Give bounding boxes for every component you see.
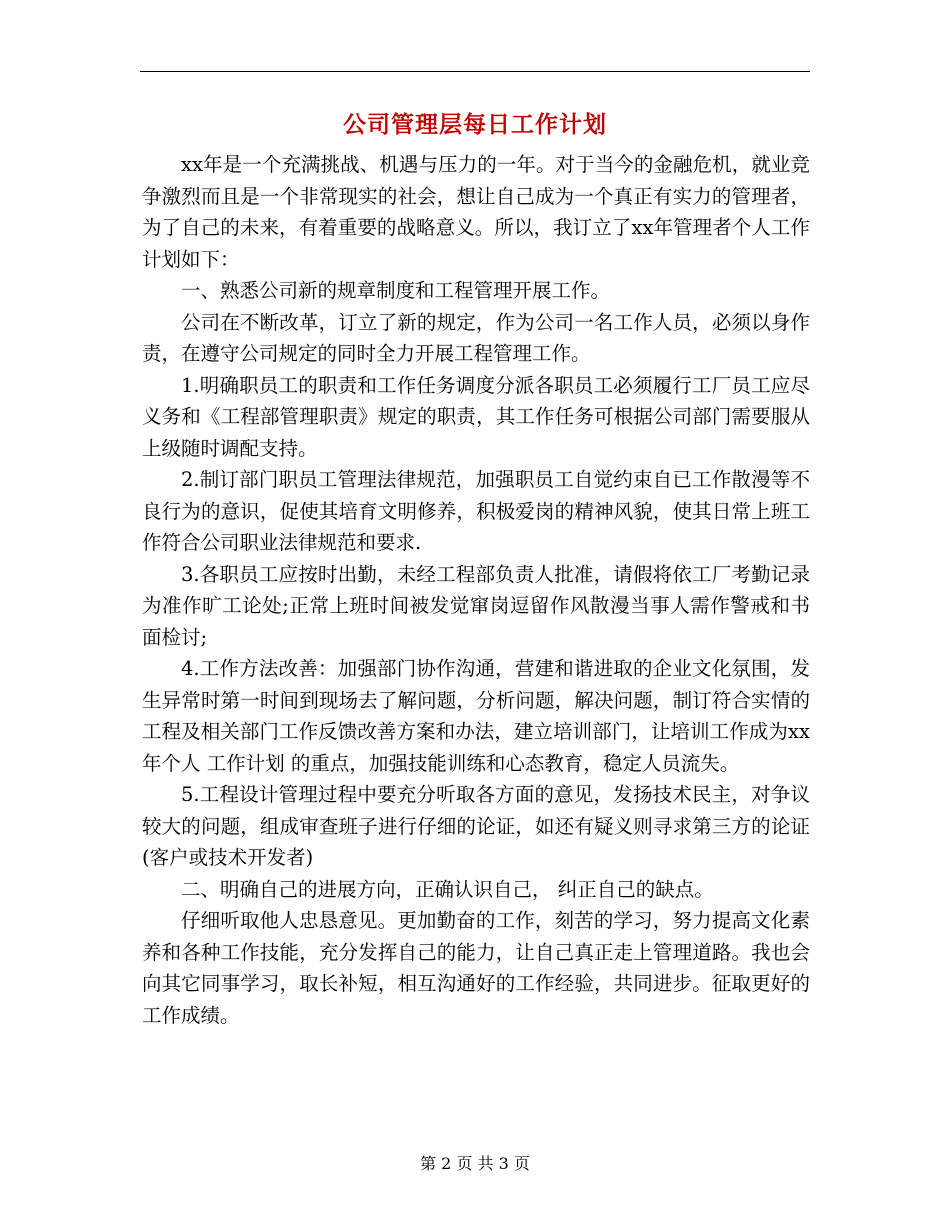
list-item-1: 1.明确职员工的职责和工作任务调度分派各职员工必须履行工厂员工应尽义务和《工程部管理职责》规定的职责，其工作任务可根据公司部门需要服从上级随时调配支持。	[142, 373, 810, 460]
list-item-2: 2.制订部门职员工管理法律规范，加强职员工自觉约束自已工作散漫等不良行为的意识，促使其培育文明修养，积极爱岗的精神风貌，使其日常上班工作符合公司职业法律规范和要求.	[142, 468, 810, 554]
paragraph-section-1: 公司在不断改革，订立了新的规定，作为公司一名工作人员，必须以身作责，在遵守公司规定的同时全力开展工程管理工作。	[142, 310, 810, 365]
list-item-4: 4.工作方法改善：加强部门协作沟通，营建和谐进取的企业文化氛围，发生异常时第一时间到现场去了解问题，分析问题，解决问题，制订符合实情的工程及相关部门工作反馈改善方案和办法，建立培训部门，让培训工作成为xx年个人 工作计划 的重点，加强技能训练和心态教育，稳定人员流失。	[142, 657, 810, 775]
section-heading-1: 一、熟悉公司新的规章制度和工程管理开展工作。	[181, 279, 611, 302]
paragraph-intro: xx年是一个充满挑战、机遇与压力的一年。对于当今的金融危机，就业竞争激烈而且是一个非常现实的社会，想让自己成为一个真正有实力的管理者，为了自己的未来，有着重要的战略意义。所以，我订立了xx年管理者个人工作计划如下：	[142, 153, 810, 271]
list-item-5: 5.工程设计管理过程中要充分听取各方面的意见，发扬技术民主，对争议较大的问题，组成审查班子进行仔细的论证，如还有疑义则寻求第三方的论证(客户或技术开发者)	[142, 783, 810, 869]
paragraph-section-2: 仔细听取他人忠恳意见。更加勤奋的工作，刻苦的学习，努力提高文化素养和各种工作技能，充分发挥自己的能力，让自己真正走上管理道路。我也会向其它同事学习，取长补短，相互沟通好的工作经验，共同进步。征取更好的工作成绩。	[142, 909, 810, 1027]
list-item-3: 3.各职员工应按时出勤，未经工程部负责人批准，请假将依工厂考勤记录为准作旷工论处;正常上班时间被发觉窜岗逗留作风散漫当事人需作警戒和书面检讨;	[142, 562, 810, 649]
header-rule	[140, 71, 810, 72]
document-body	[142, 149, 810, 1031]
section-heading-2: 二、明确自己的进展方向，正确认识自己， 纠正自己的缺点。	[181, 877, 714, 901]
document-title: 公司管理层每日工作计划	[343, 111, 607, 138]
page-number: 第 2 页 共 3 页	[420, 1154, 530, 1173]
